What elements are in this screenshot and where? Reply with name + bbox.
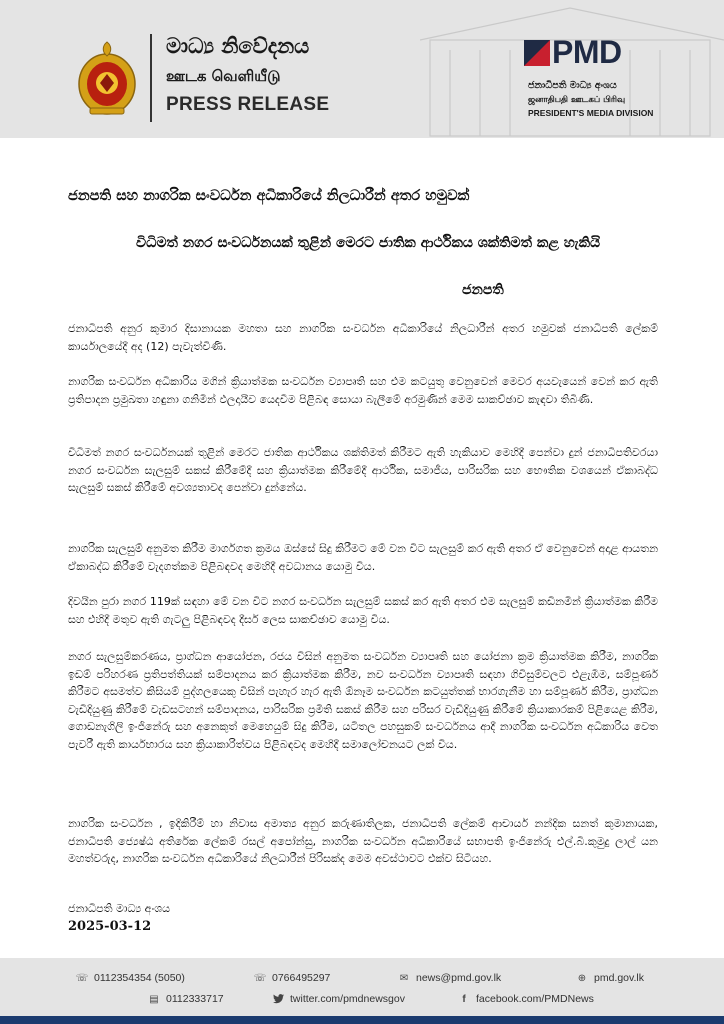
facebook-icon: f (462, 993, 466, 1005)
footer-fax-text: 0112333717 (166, 993, 224, 1005)
article-paragraph: ජනාධිපති අනුර කුමාර දිසානායක මහතා සහ නාගරික සංවර්ධන අධිකාරියේ නිලධාරීන් අතර හමුවක් ජනාධිපති ලේකම් කාර්යාලයේදී අද (12) පැවැත්විණි. (68, 322, 658, 353)
pmd-logo-mark (524, 40, 550, 66)
email-icon: ✉ (399, 972, 409, 984)
footer-accent-line (0, 1016, 724, 1024)
footer-email[interactable] (398, 972, 501, 984)
header-title-english: PRESS RELEASE (166, 94, 330, 115)
footer-phone (76, 972, 185, 984)
footer-twitter[interactable] (272, 993, 405, 1005)
footer-twitter-text[interactable]: twitter.com/pmdnewsgov (290, 993, 405, 1005)
header-divider (150, 34, 152, 122)
twitter-icon (272, 993, 284, 1005)
globe-icon: ⊕ (577, 972, 587, 984)
footer-fax (148, 993, 224, 1005)
phone-icon: ☏ (75, 972, 89, 984)
pmd-subtitle-sinhala: ජනාධිපති මාධ්‍ය අංශය (528, 80, 617, 91)
fax-icon: ▤ (149, 993, 159, 1005)
article-paragraph: දිවයින පුරා නගර 119ක් සඳහා මේ වන විට නගර සංවර්ධන සැලසුම් සකස් කර ඇති අතර එම සැලසුම් කඩිනමින් ක්‍රියාත්මක කිරීම සහ එහිදී මතුව ඇති ගැටලු පිළිබඳවද දීර්ඝ ලෙස සාකච්ඡාව යොමු විය. (68, 595, 658, 626)
sri-lanka-emblem-logo (76, 38, 138, 118)
article-paragraph: නාගරික සංවර්ධන අධිකාරිය මගින් ක්‍රියාත්මක සංවර්ධන ව්‍යාපෘති සහ එම කටයුතු වෙනුවෙන් මෙවර අයවැයෙන් වෙන් කර ඇති ප්‍රතිපාදන ප්‍රමුඛතා හඳුනා ගනිමින් ඵලදායීව යෙදවීම පිළිබඳ සොයා බැලීමේ අරමුණින් මෙම සාකච්ඡාව කැඳවා තිබිණි. (68, 375, 658, 406)
footer-facebook-text[interactable]: facebook.com/PMDNews (476, 993, 594, 1005)
article-main-title: ජනපති සහ නාගරික සංවර්ධන අධිකාරියේ නිලධාරීන් අතර හමුවක් (68, 188, 470, 204)
footer-mobile (254, 972, 330, 984)
signature-department: ජනාධිපති මාධ්‍ය අංශය (68, 902, 171, 915)
footer-phone-text: 0112354354 (5050) (94, 972, 185, 984)
article-paragraph: නාගරික සැලසුම් අනුමත කිරීම මාර්ගගත ක්‍රමය ඔස්සේ සිදු කිරීමට මේ වන විට සැලසුම් කර ඇති අතර ඒ වෙනුවෙන් අදාළ ආයතන ඒකාබද්ධ කිරීමේ වැදගත්කම පිළිබඳවද මෙහිදී අවධානය යොමු විය. (68, 542, 658, 573)
article-paragraph: නාගරික සංවර්ධන , ඉදිකිරීම් හා නිවාස අමාත්‍ය අනුර කරුණාතිලක, ජනාධිපති ලේකම් ආචාර්ය නන්දික සනත් කුමානායක, ජනාධිපති ජ්‍යෙෂ්ඨ අතිරේක ලේකම් රසල් අපෝන්සු, නාගරික සංවර්ධන අධිකාරියේ සභාපති ඉංජිනේරු එල්.බී.කුමුදු ලාල් යන මහත්වරුද, නාගරික සංවර්ධන අධිකාරියේ නිලධාරීන් පිරිසක්ද මෙම අවස්ථාවට එක්ව සිටියහ. (68, 817, 658, 866)
footer-contact-bar (0, 958, 724, 1016)
article-sub-title: විධිමත් නගර සංවර්ධනයක් තුළින් මෙරට ජාතික ආර්ථිකය ශක්තිමත් කළ හැකියි (136, 235, 601, 251)
footer-website-text[interactable]: pmd.gov.lk (594, 972, 644, 984)
pmd-subtitle-english: PRESIDENT'S MEDIA DIVISION (528, 108, 654, 118)
header-title-tamil: ஊடக வெளியீடு (166, 67, 281, 85)
article-paragraph: නගර සැලසුම්කරණය, ප්‍රාග්ධන ආයෝජන, රජය විසින් අනුමත සංවර්ධන ව්‍යාපෘති සහ යෝජනා ක්‍රම ක්‍රියාත්මක කිරීම, නාගරික ඉඩම් පරිහරණ ප්‍රතිපත්තියක් සම්පාදනය කර ක්‍රියාත්මක කිරීම, නව සංවර්ධන ව්‍යාපෘති සඳහා ගිවිසුම්වලට එළැඹීම, සම්පූර්ණ කිරීමට අසමත්ව කිසියම් පුද්ගලයෙකු විසින් පැහැර හැර ඇති ඕනෑම සංවර්ධන කටයුත්තක් භාරගැනීම හා සම්පූර්ණ කිරීම, ප්‍රාග්ධන වැඩිදියුණු කිරීමේ වැඩසටහන් සම්පාදනය, පාරිසරික ප්‍රමිති සකස් කිරීම සහ පරිසර වැඩිදියුණු කිරීමේ ක්‍රියාකාරකම් පිළියෙළ කිරීම, ගොඩනැගිලි ඉංජිනේරු සහ අනෙකුත් මෙහෙයුම් සිදු කිරීම, යටිතල පහසුකම් සංවර්ධනය ආදී නාගරික සංවර්ධන අධිකාරිය වෙත පැවරී ඇති කාර්යභාරය සහ ක්‍රියාකාරිත්වය පිළිබඳවද මෙහිදී සමාලෝචනයට ලක් විය. (68, 650, 658, 751)
article-paragraph: විධිමත් නගර සංවර්ධනයක් තුළින් මෙරට ජාතික ආර්ථිකය ශක්තිමත් කිරීමට ඇති හැකියාව මෙහිදී පෙන්වා දුන් ජනාධිපතිවරයා නගර සංවර්ධන සැලසුම් සකස් කිරීමේදී සහ ක්‍රියාත්මක කිරීමේදී ආර්ථික, සමාජීය, පාරිසරික සහ භෞතික වශයෙන් ඒකාබද්ධ සැලසුම් සකස් කිරීමේ අවශ්‍යතාවද පෙන්වා දුන්නේය. (68, 446, 658, 495)
pmd-subtitle-tamil: ஜனாதிபதி ஊடகப் பிரிவு (528, 95, 626, 105)
release-date: 2025-03-12 (68, 919, 152, 934)
footer-email-text[interactable]: news@pmd.gov.lk (416, 972, 502, 984)
header-title-sinhala: මාධ්‍ය නිවේදනය (166, 34, 310, 58)
footer-mobile-text: 0766495297 (272, 972, 331, 984)
header-banner (0, 0, 724, 138)
footer-website[interactable] (576, 972, 644, 984)
article-byline: ජනපති (462, 282, 504, 298)
footer-facebook[interactable] (458, 993, 594, 1005)
mobile-icon: ☏ (253, 972, 267, 984)
pmd-logo-text: PMD (552, 34, 622, 70)
